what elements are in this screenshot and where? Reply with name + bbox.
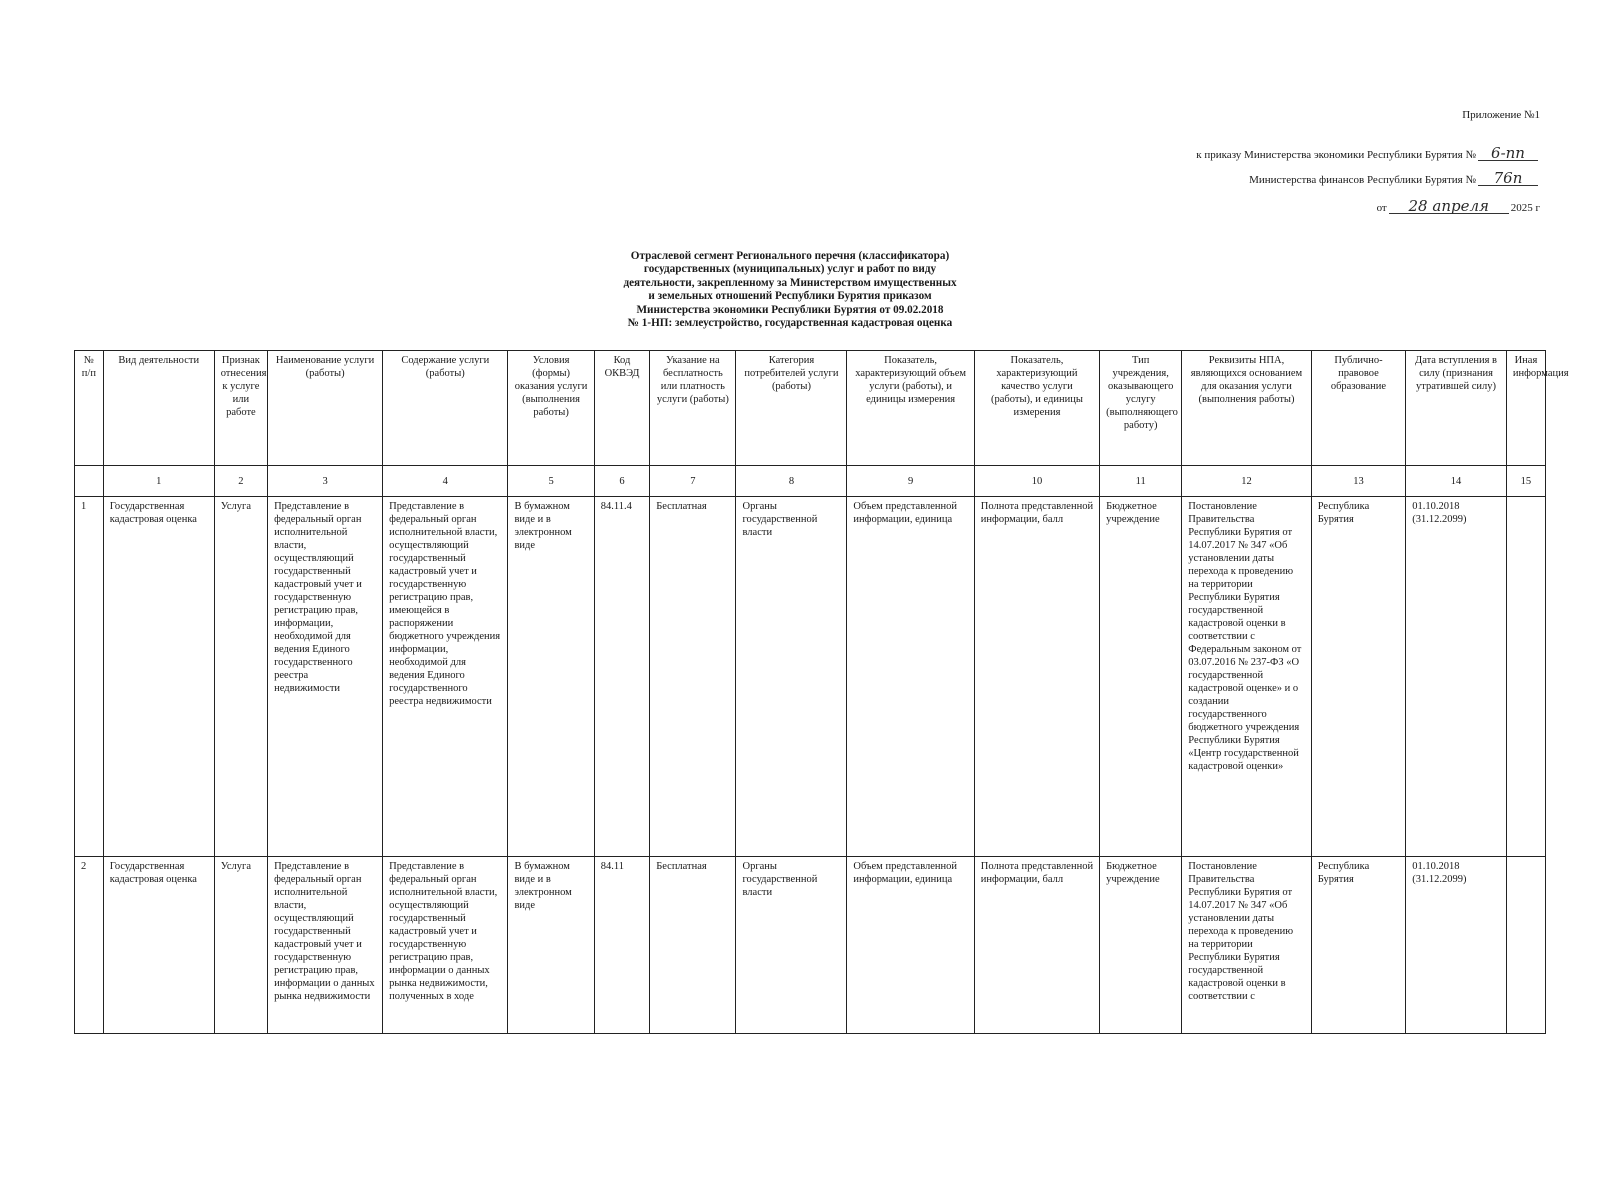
column-number-cell: 10 [974, 466, 1099, 497]
header-cell: Наименование услуги (работы) [268, 351, 383, 466]
column-number-cell: 13 [1311, 466, 1406, 497]
table-row [75, 857, 1546, 1034]
header-cell: Вид деятельности [103, 351, 214, 466]
column-number-cell: 6 [594, 466, 649, 497]
table-cell: Бесплатная [650, 497, 736, 857]
table-cell-text: Постановление Правительства Республики Бурятия от 14.07.2017 № 347 «Об установлении даты перехода к проведению на территории Республики Бурятия государственной кадастровой оценки в соответствии с [1188, 861, 1294, 1002]
table-cell: Республика Бурятия [1311, 857, 1406, 1034]
appendix-finance-line [1249, 171, 1540, 187]
appendix-title: Приложение №1 [1462, 109, 1540, 121]
document-title-line: № 1-НП: землеустройство, государственная кадастровая оценка [627, 317, 953, 330]
column-number-row [75, 466, 1546, 497]
header-cell: Признак отнесения к услуге или работе [214, 351, 267, 466]
document-title-line: государственных (муниципальных) услуг и работ по виду [643, 263, 937, 276]
column-number-cell: 11 [1100, 466, 1182, 497]
services-table [74, 350, 1569, 1034]
table-cell [1506, 497, 1545, 857]
table-cell-text: Представление в федеральный орган исполнительной власти, осуществляющий государственный кадастровый учет и государственную регистрацию прав, информации о данных рынка недвижимости, полученных в ходе [389, 861, 498, 1002]
header-cell: Показатель, характеризующий объем услуги (работы), и единицы измерения [847, 351, 974, 466]
header-cell: Тип учреждения, оказывающего услугу (выполняющего работу) [1100, 351, 1182, 466]
table-cell: Представление в федеральный орган исполнительной власти, осуществляющий государственный кадастровый учет и государственную регистрацию прав, имеющейся в распоряжении бюджетного учреждения информации, необходимой для ведения Единого государственного реестра недвижимости [383, 497, 508, 857]
column-number-cell: 3 [268, 466, 383, 497]
column-number-cell: 15 [1506, 466, 1545, 497]
table-cell: 2 [75, 857, 104, 1034]
column-number-cell: 2 [214, 466, 267, 497]
table-cell: Органы государственной власти [736, 857, 847, 1034]
table-cell: Постановление Правительства Республики Бурятия от 14.07.2017 № 347 «Об установлении даты перехода к проведению на территории Республики Бурятия государственной кадастровой оценки в соответствии с Федеральным законом от 03.07.2016 № 237-ФЗ «О государственной кадастровой оценке» и о создании государственного бюджетного учреждения Республики Бурятия «Центр государственной кадастровой оценки» [1182, 497, 1311, 857]
header-cell: Код ОКВЭД [594, 351, 649, 466]
appendix-date-prefix: от [1376, 202, 1387, 214]
table-cell: 01.10.2018 (31.12.2099) [1406, 497, 1507, 857]
appendix-date-suffix: 2025 г [1510, 202, 1540, 214]
document-title [560, 250, 1020, 330]
table-cell: Бюджетное учреждение [1100, 857, 1182, 1034]
table-cell-text: Представление в федеральный орган исполнительной власти, осуществляющий государственный кадастровый учет и государственную регистрацию прав, информации о данных рынка недвижимости [274, 861, 375, 1002]
handwritten-date: 28 апреля [1389, 199, 1509, 214]
table-cell: Услуга [214, 497, 267, 857]
header-cell: № п/п [75, 351, 104, 466]
table-row [75, 497, 1546, 857]
table-cell: Полнота представленной информации, балл [974, 857, 1099, 1034]
appendix-order-text: к приказу Министерства экономики Республики Бурятия № [1196, 149, 1476, 161]
document-title-line: Отраслевой сегмент Регионального перечня (классификатора) [630, 250, 950, 262]
header-cell: Условия (формы) оказания услуги (выполнения работы) [508, 351, 594, 466]
header-row [75, 351, 1546, 466]
header-cell: Реквизиты НПА, являющихся основанием для оказания услуги (выполнения работы) [1182, 351, 1311, 466]
table-cell: Представление в федеральный орган исполнительной власти, осуществляющий государственный кадастровый учет и государственную регистрацию прав, информации, необходимой для ведения Единого государственного реестра недвижимости [268, 497, 383, 857]
column-number-cell: 7 [650, 466, 736, 497]
document-title-line: Министерства экономики Республики Бурятия от 09.02.2018 [636, 303, 944, 316]
header-cell: Категория потребителей услуги (работы) [736, 351, 847, 466]
header-cell: Указание на бесплатность или платность услуги (работы) [650, 351, 736, 466]
table-cell: Бесплатная [650, 857, 736, 1034]
table-cell [1506, 857, 1545, 1034]
column-number-cell: 14 [1406, 466, 1507, 497]
table-cell [383, 857, 508, 1034]
table-cell [268, 857, 383, 1034]
appendix-order-line [1196, 146, 1540, 162]
header-cell: Показатель, характеризующий качество услуги (работы), и единицы измерения [974, 351, 1099, 466]
table-cell [1182, 857, 1311, 1034]
column-number-cell: 12 [1182, 466, 1311, 497]
table-cell: 01.10.2018 (31.12.2099) [1406, 857, 1507, 1034]
table-cell: 84.11 [594, 857, 649, 1034]
table-cell: Объем представленной информации, единица [847, 857, 974, 1034]
column-number-cell: 9 [847, 466, 974, 497]
document-title-line: деятельности, закрепленному за Министерством имущественных [623, 276, 957, 289]
table-cell: Государственная кадастровая оценка [103, 497, 214, 857]
document-title-line: и земельных отношений Республики Бурятия приказом [648, 290, 932, 303]
header-cell: Содержание услуги (работы) [383, 351, 508, 466]
table-cell: Государственная кадастровая оценка [103, 857, 214, 1034]
header-cell: Иная информация [1506, 351, 1545, 466]
table-cell: 84.11.4 [594, 497, 649, 857]
column-number-cell: 1 [103, 466, 214, 497]
column-number-cell: 8 [736, 466, 847, 497]
table-cell: Объем представленной информации, единица [847, 497, 974, 857]
table-cell: Полнота представленной информации, балл [974, 497, 1099, 857]
appendix-finance-text: Министерства финансов Республики Бурятия № [1249, 174, 1476, 186]
handwritten-order-number: 6-пп [1478, 146, 1538, 161]
table-cell: В бумажном виде и в электронном виде [508, 857, 594, 1034]
table-cell: 1 [75, 497, 104, 857]
appendix-date-line [1377, 199, 1540, 215]
table-cell: В бумажном виде и в электронном виде [508, 497, 594, 857]
table-cell: Органы государственной власти [736, 497, 847, 857]
table-cell: Услуга [214, 857, 267, 1034]
handwritten-finance-number: 76п [1478, 171, 1538, 186]
header-cell: Публично-правовое образование [1311, 351, 1406, 466]
header-cell: Дата вступления в силу (признания утратившей силу) [1406, 351, 1507, 466]
column-number-cell: 4 [383, 466, 508, 497]
table-cell: Республика Бурятия [1311, 497, 1406, 857]
column-number-cell [75, 466, 104, 497]
column-number-cell: 5 [508, 466, 594, 497]
table-cell: Бюджетное учреждение [1100, 497, 1182, 857]
